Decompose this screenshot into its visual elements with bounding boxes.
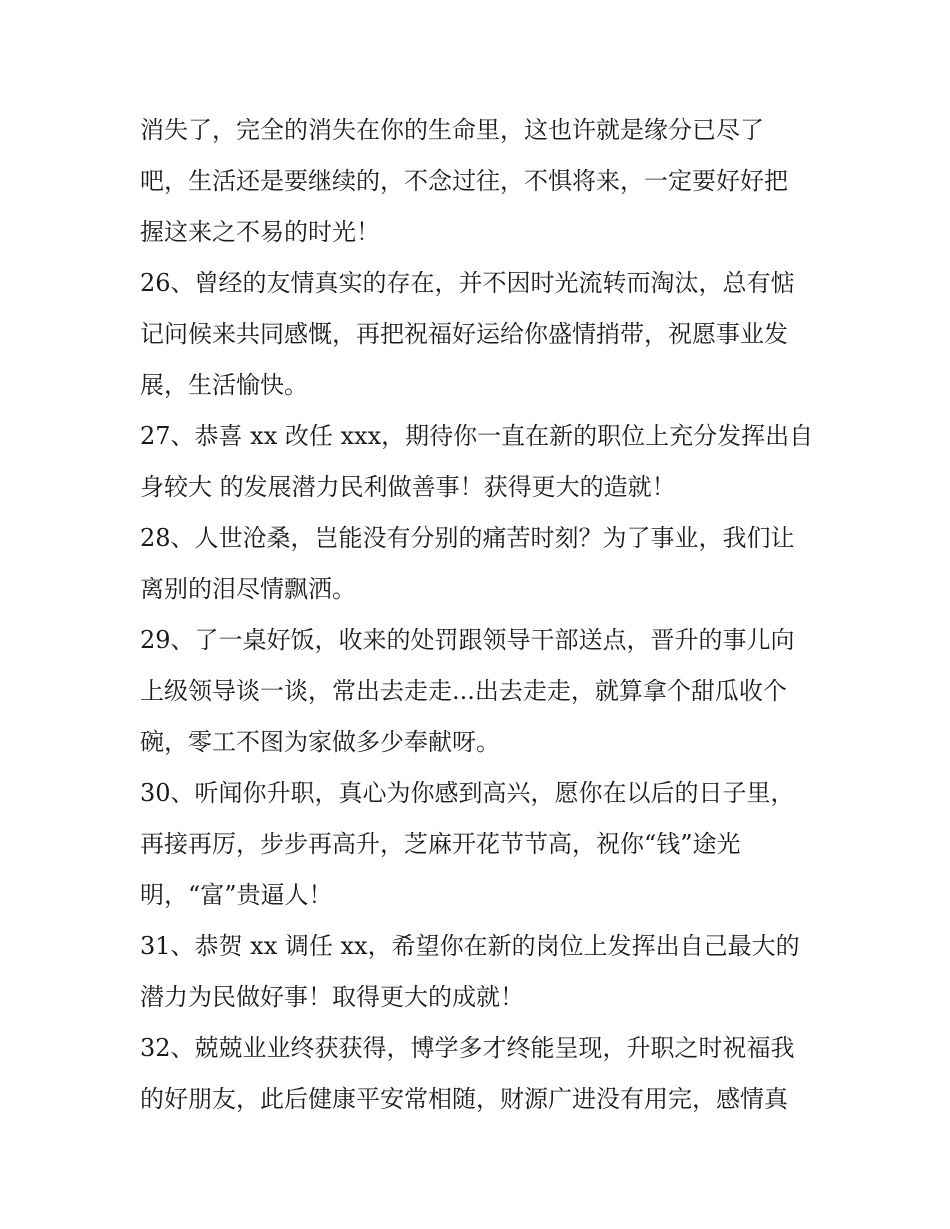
text-line: 31、恭贺 xx 调任 xx，希望你在新的岗位上发挥出自己最大的 [140, 932, 800, 960]
text-line: 潜力为民做好事！取得更大的成就！ [140, 983, 524, 1011]
text-line: 28、人世沧桑，岂能没有分别的痛苦时刻？为了事业，我们让 [140, 524, 795, 552]
text-line: 吧，生活还是要继续的，不念过往，不惧将来，一定要好好把 [140, 167, 788, 195]
text-line: 明，“富”贵逼人！ [140, 881, 333, 909]
text-line: 再接再厉，步步再高升，芝麻开花节节高，祝你“钱”途光 [140, 830, 741, 858]
text-line: 记问候来共同感慨，再把祝福好运给你盛情捎带，祝愿事业发 [140, 320, 788, 348]
text-line: 的好朋友，此后健康平安常相随，财源广进没有用完，感情真 [140, 1085, 788, 1113]
text-line: 26、曾经的友情真实的存在，并不因时光流转而淘汰，总有惦 [140, 269, 795, 297]
text-line: 32、兢兢业业终获获得，博学多才终能呈现，升职之时祝福我 [140, 1034, 795, 1062]
text-line: 上级领导谈一谈，常出去走走...出去走走，就算拿个甜瓜收个 [140, 677, 787, 705]
text-line: 27、恭喜 xx 改任 xxx，期待你一直在新的职位上充分发挥出自 [140, 422, 814, 450]
text-line: 29、了一桌好饭，收来的处罚跟领导干部送点，晋升的事儿向 [140, 626, 795, 654]
text-line: 30、听闻你升职，真心为你感到高兴，愿你在以后的日子里， [140, 779, 795, 807]
text-line: 握这来之不易的时光！ [140, 218, 380, 246]
document-body [140, 105, 820, 1125]
text-line: 身较大 的发展潜力民利做善事！获得更大的造就！ [140, 473, 676, 501]
text-line: 消失了，完全的消失在你的生命里，这也许就是缘分已尽了 [140, 116, 764, 144]
text-line: 离别的泪尽情飘洒。 [140, 575, 356, 603]
text-line: 展，生活愉快。 [140, 371, 308, 399]
text-line: 碗，零工不图为家做多少奉献呀。 [140, 728, 500, 756]
